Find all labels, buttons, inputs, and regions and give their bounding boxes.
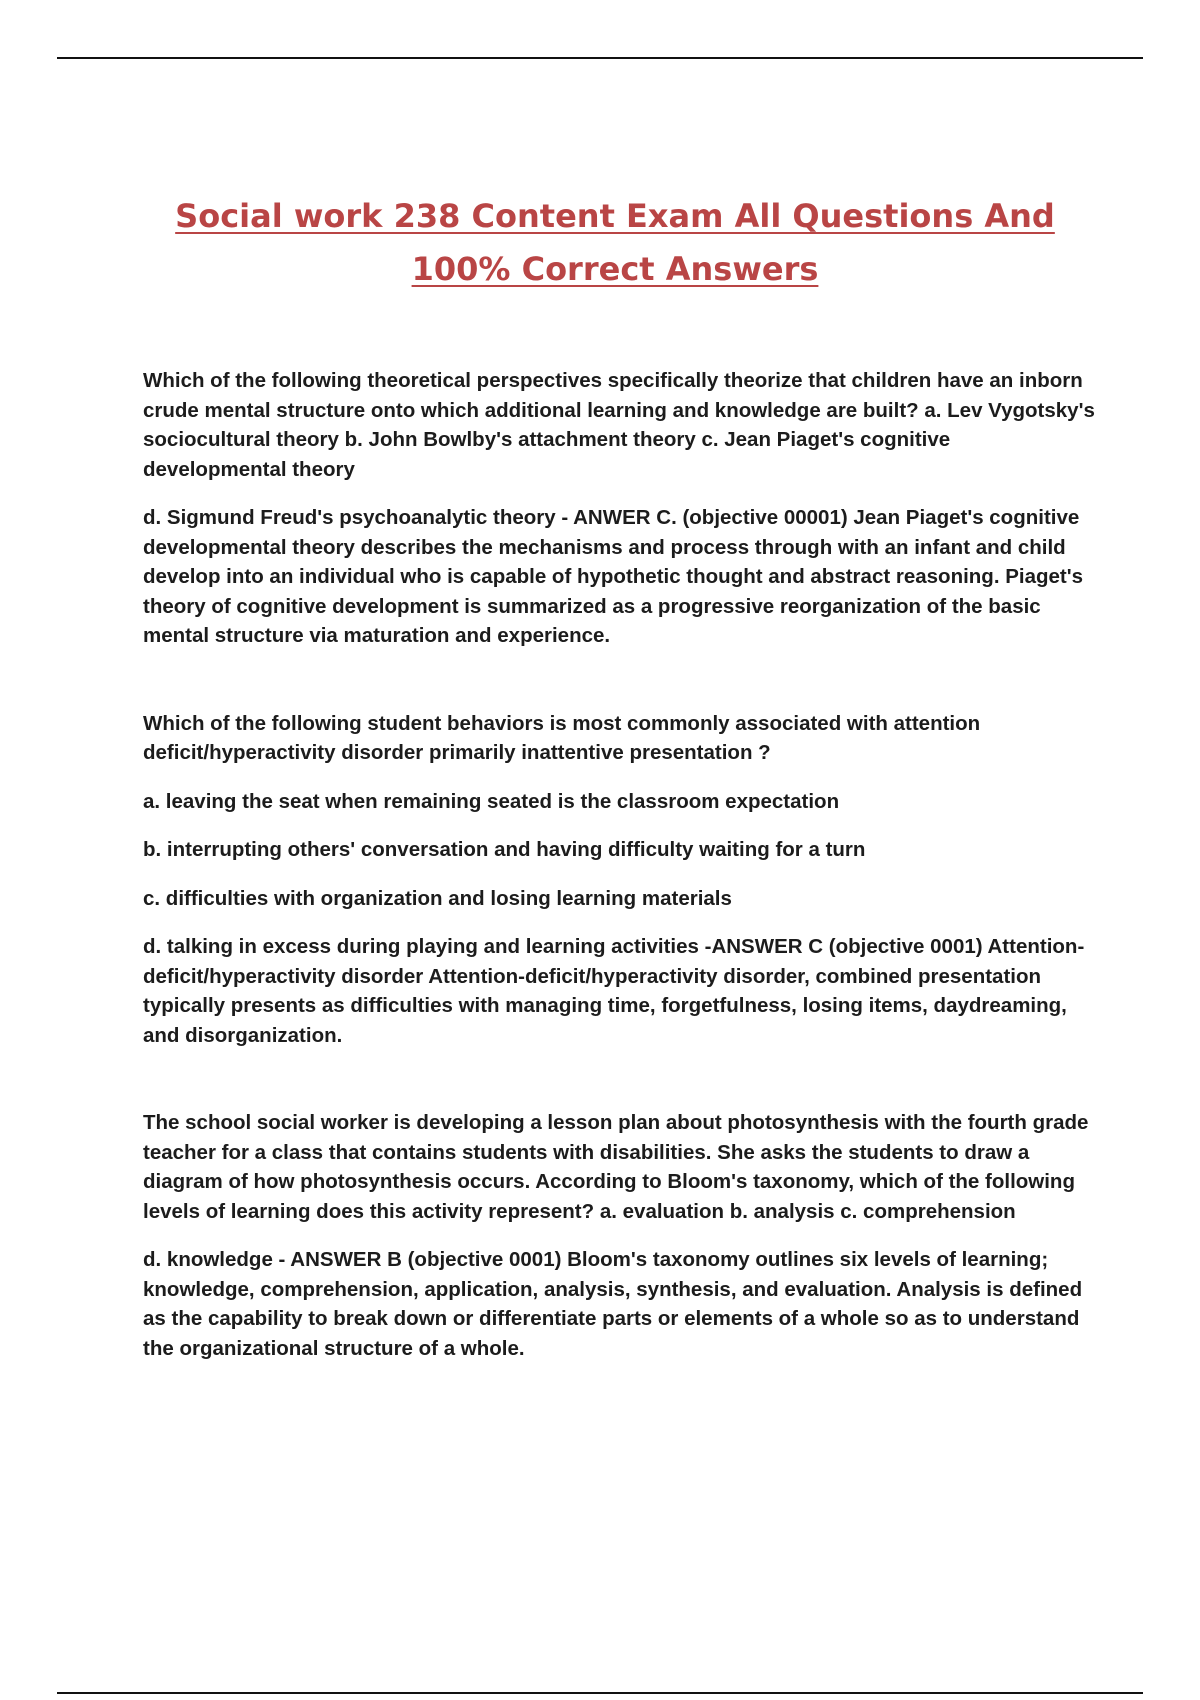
question-2-answer: d. talking in excess during playing and learning activities -ANSWER C (objective 0001) Attention-deficit/hyperactivity disorder Attention-deficit/hyperactivity disorder, combined presentation typically presents as difficulties with managing time, forgetfulness, losing items, daydreaming, and disorganization. (143, 935, 1085, 1047)
question-block-1 (143, 366, 1098, 651)
question-2-stem: Which of the following student behaviors is most commonly associated with attention deficit/hyperactivity disorder primarily inattentive presentation ? (143, 711, 981, 764)
question-1-stem: Which of the following theoretical perspectives specifically theorize that children have an inborn crude mental structure onto which additional learning and knowledge are built? a. Lev Vygotsky's sociocultural theory b. John Bowlby's attachment theory c. Jean Piaget's cognitive developmental theory (143, 369, 1095, 481)
title-line-1: Social work 238 Content Exam All Questions And (175, 197, 1055, 235)
title-line-2: 100% Correct Answers (411, 250, 819, 288)
footer-rule (57, 1692, 1143, 1694)
question-2-option-c: c. difficulties with organization and losing learning materials (143, 886, 732, 910)
question-block-3 (143, 1108, 1098, 1363)
question-3-answer: d. knowledge - ANSWER B (objective 0001) Bloom's taxonomy outlines six levels of learning; knowledge, comprehension, application, analysis, synthesis, and evaluation. Analysis is defined as the capability to break down or differentiate parts or elements of a whole so as to understand the organizational structure of a whole. (143, 1248, 1083, 1360)
header-rule (57, 57, 1143, 59)
question-2-option-b: b. interrupting others' conversation and having difficulty waiting for a turn (143, 838, 866, 861)
question-2-option-a: a. leaving the seat when remaining seated is the classroom expectation (143, 789, 840, 813)
question-block-2 (143, 709, 1098, 1051)
question-3-stem: The school social worker is developing a lesson plan about photosynthesis with the fourth grade teacher for a class that contains students with disabilities. She asks the students to draw a diagram of how photosynthesis occurs. According to Bloom's taxonomy, which of the following levels of learning does this activity represent? a. evaluation b. analysis c. comprehension (143, 1111, 1089, 1223)
question-1-answer: d. Sigmund Freud's psychoanalytic theory - ANWER C. (objective 00001) Jean Piaget's cognitive developmental theory describes the mechanisms and process through with an infant and child develop into an individual who is capable of hypothetic thought and abstract reasoning. Piaget's theory of cognitive development is summarized as a progressive reorganization of the basic mental structure via maturation and experience. (143, 506, 1084, 647)
document-title (150, 190, 1080, 296)
document-body (143, 366, 1098, 1363)
